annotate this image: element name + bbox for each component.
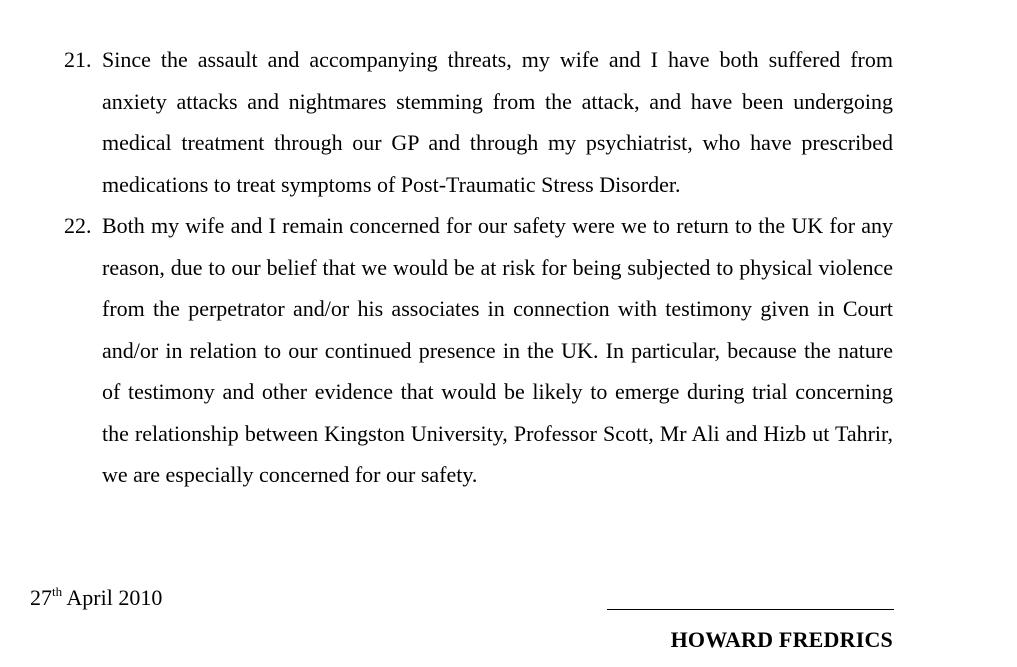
date-day: 27 (30, 585, 52, 610)
date-suffix: th (52, 584, 63, 599)
paragraph-text: Both my wife and I remain concerned for our safety were we to return to the UK for any reason, due to our belief that we would be at risk for being subjected to physical violence from the perpetrator and/or his associates in connection with testimony given in Court and/or in relation to our continued presence in the UK. In particular, because the nature of testimony and other evidence that would be likely to emerge during trial concerning the relationship between Kingston University, Professor Scott, Mr Ali and Hizb ut Tahrir, we are especially concerned for our safety. (102, 213, 893, 487)
signature-line (607, 609, 894, 610)
signature-date (30, 584, 162, 612)
paragraph-21 (64, 39, 893, 205)
paragraph-number: 22. (64, 213, 92, 238)
signatory-name: HOWARD FREDRICS (670, 627, 893, 652)
date-month-year: April 2010 (66, 585, 163, 610)
paragraph-text: Since the assault and accompanying threats, my wife and I have both suffered from anxiety attacks and nightmares stemming from the attack, and have been undergoing medical treatment through our GP and through my psychiatrist, who have prescribed medications to treat symptoms of Post-Traumatic Stress Disorder. (102, 47, 893, 197)
paragraph-number: 21. (64, 47, 92, 72)
paragraph-22 (64, 205, 893, 496)
